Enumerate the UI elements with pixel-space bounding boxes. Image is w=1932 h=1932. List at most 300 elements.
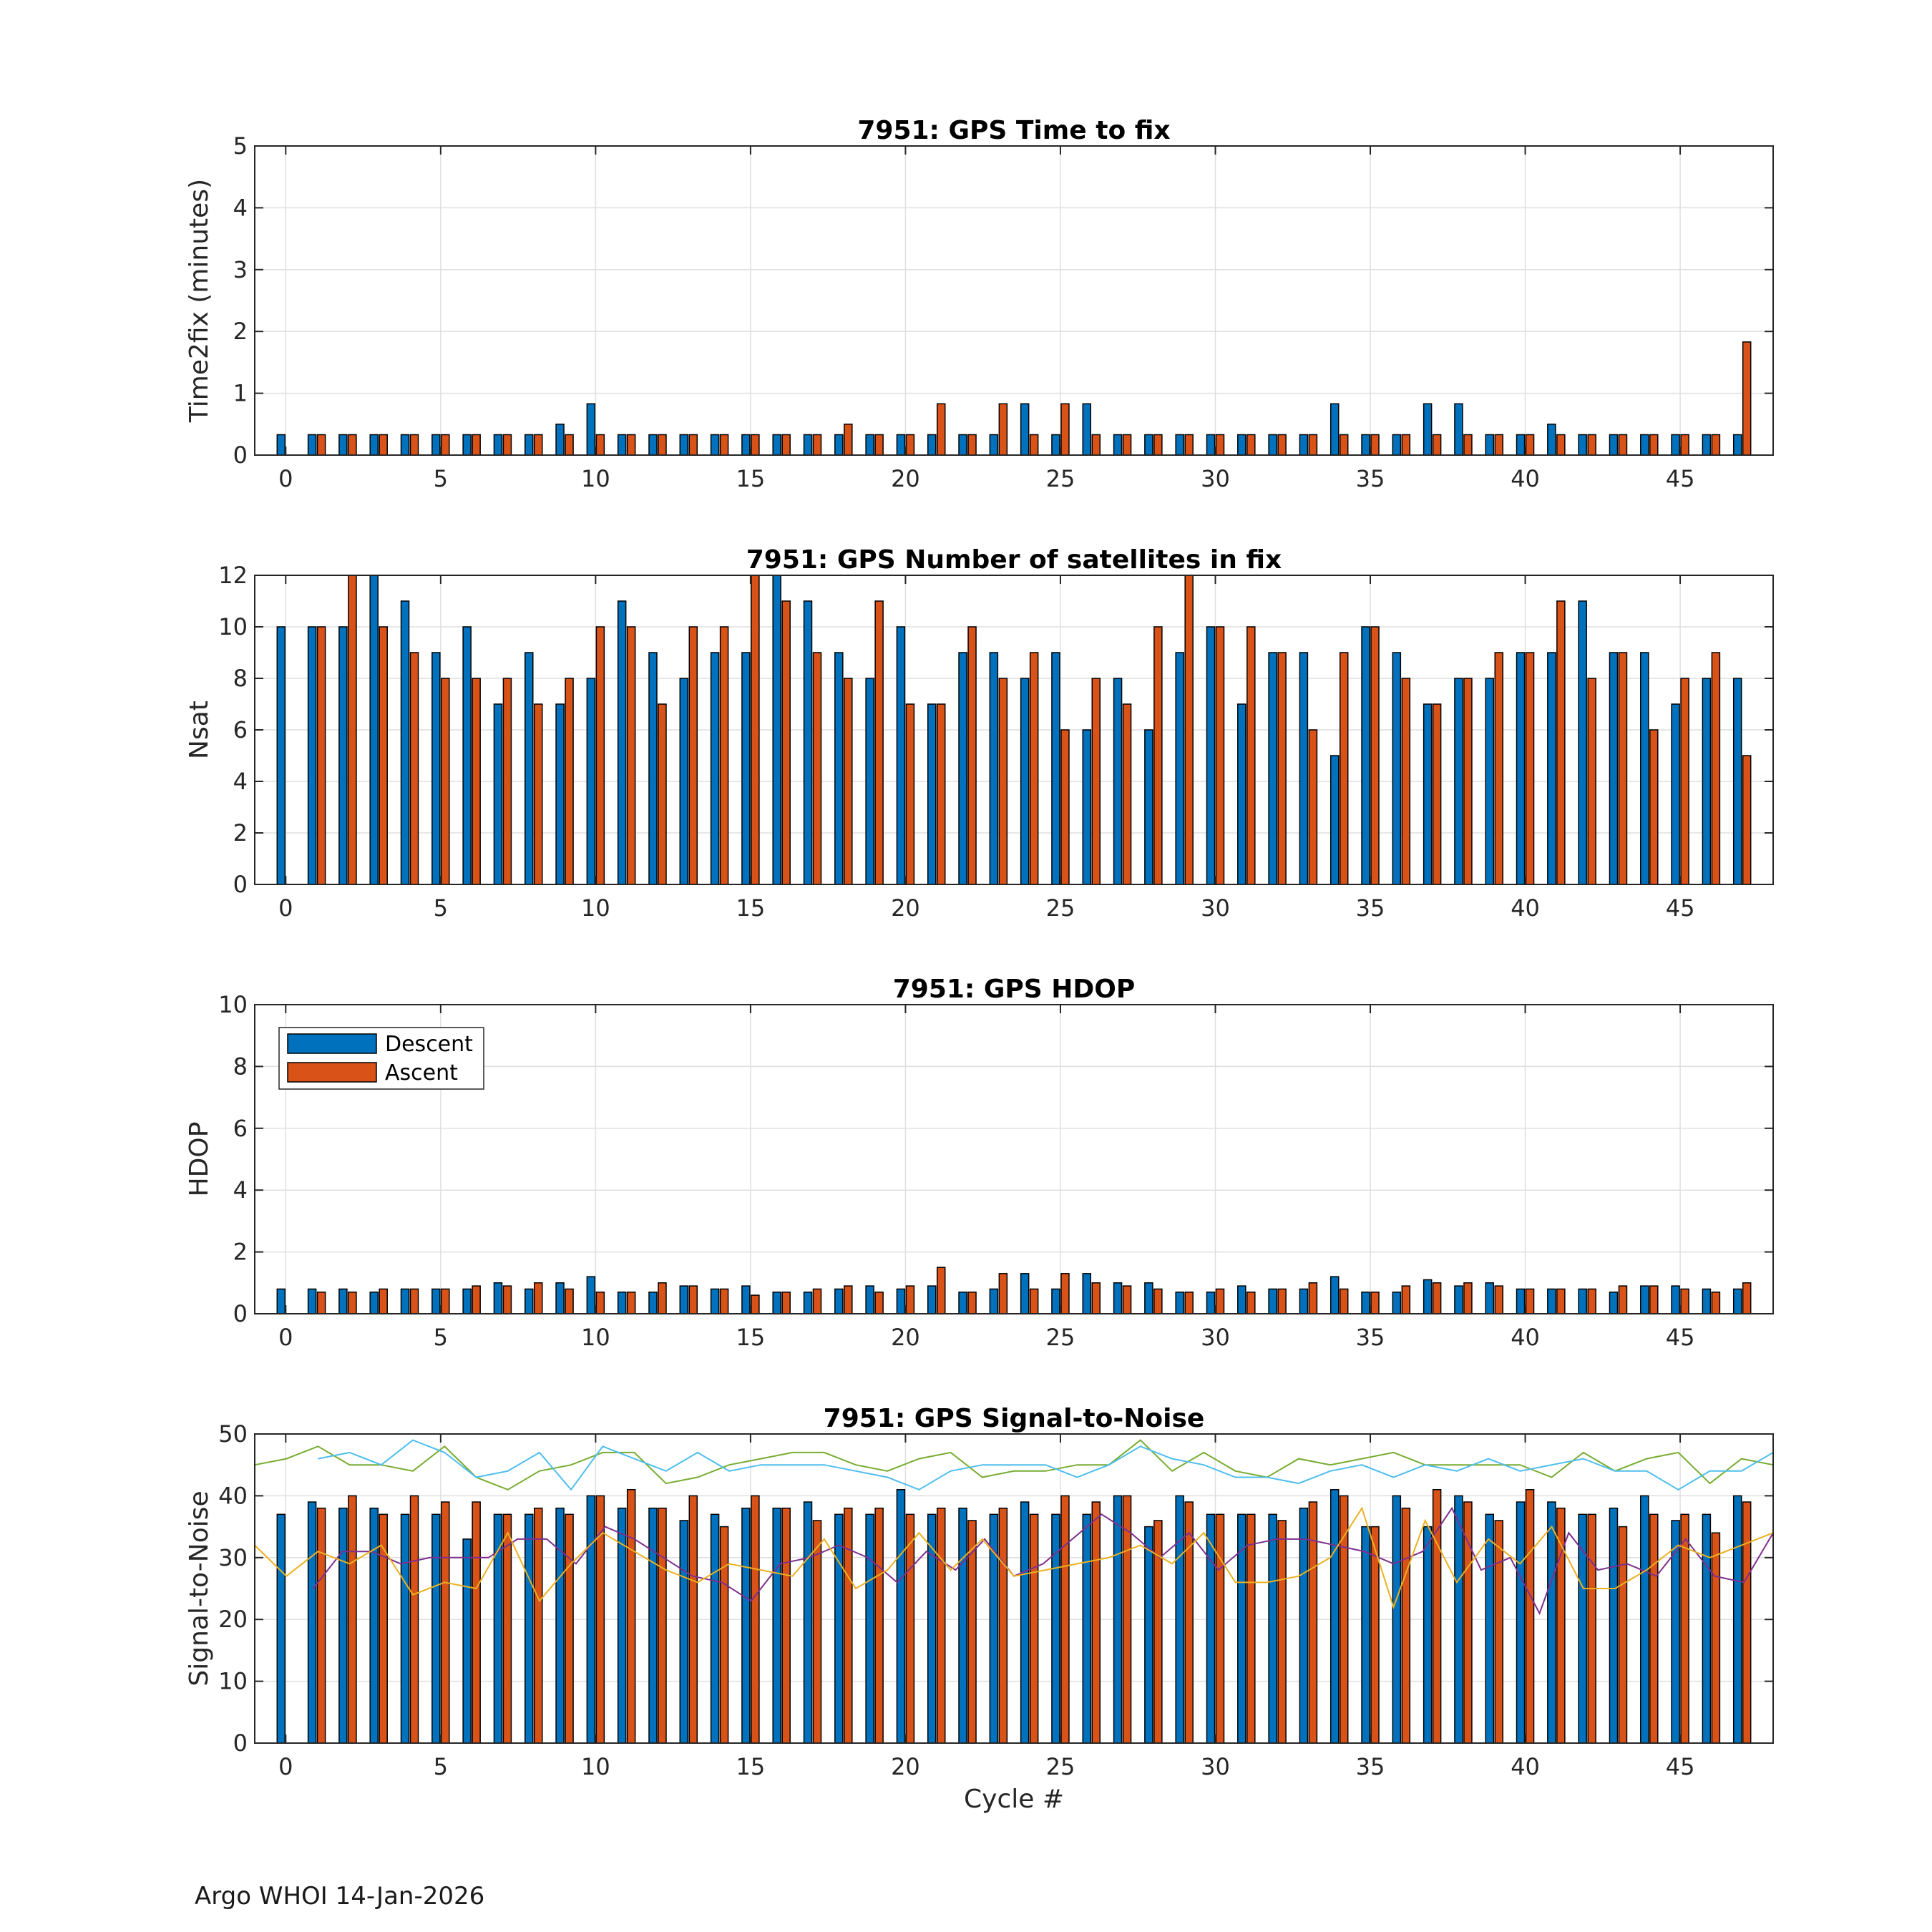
ascent-bar (472, 1502, 480, 1743)
descent-bar (1114, 434, 1122, 455)
descent-bar (587, 678, 595, 884)
ascent-bar (1557, 601, 1565, 884)
ascent-bar (1030, 1514, 1038, 1743)
descent-bar (1238, 1286, 1246, 1314)
legend (279, 1028, 484, 1089)
descent-bar (1734, 678, 1742, 884)
plot-area (255, 146, 1773, 455)
y-tick-label: 8 (233, 665, 248, 692)
descent-bar (1206, 1292, 1214, 1314)
descent-bar (1145, 434, 1153, 455)
ascent-bar (565, 1514, 573, 1743)
x-tick-label: 20 (891, 1324, 920, 1351)
x-tick-label: 40 (1511, 465, 1540, 492)
y-tick-label: 2 (233, 318, 248, 346)
descent-bar (432, 653, 440, 884)
ascent-bar (937, 1508, 945, 1743)
ascent-bar (782, 1292, 790, 1314)
descent-bar (463, 1539, 471, 1743)
ascent-bar (875, 1508, 883, 1743)
ascent-bar (1092, 1502, 1100, 1743)
ascent-bar (1247, 1514, 1255, 1743)
descent-bar (866, 1514, 874, 1743)
ascent-bar (628, 434, 635, 455)
ascent-bar (1557, 1289, 1565, 1314)
y-axis-label: Nsat (185, 701, 214, 759)
ascent-bar (596, 1292, 604, 1314)
legend-label-ascent: Ascent (385, 1060, 458, 1085)
descent-bar (1299, 434, 1307, 455)
ascent-bar (1371, 1292, 1379, 1314)
ascent-bar (1154, 627, 1162, 884)
ascent-bar (1030, 653, 1038, 884)
x-tick-label: 5 (433, 894, 449, 922)
ascent-bar (1557, 434, 1565, 455)
descent-bar (370, 1508, 378, 1743)
ascent-bar (565, 1289, 573, 1314)
descent-bar (959, 1292, 967, 1314)
ascent-bar (1123, 704, 1131, 884)
descent-bar (773, 1292, 781, 1314)
ascent-bar (721, 627, 728, 884)
ascent-bar (348, 575, 356, 884)
ascent-bar (1588, 678, 1596, 884)
x-axis-label: Cycle # (964, 1785, 1064, 1814)
descent-bar (1052, 1289, 1060, 1314)
ascent-bar (689, 434, 697, 455)
ascent-bar (875, 1292, 883, 1314)
descent-bar (680, 678, 688, 884)
descent-bar (1145, 1283, 1153, 1314)
descent-bar (1145, 1527, 1153, 1743)
descent-bar (308, 434, 316, 455)
descent-bar (711, 434, 719, 455)
ascent-bar (999, 1508, 1007, 1743)
ascent-bar (318, 434, 326, 455)
ascent-bar (1619, 434, 1626, 455)
descent-bar (1299, 1508, 1307, 1743)
descent-bar (432, 434, 440, 455)
descent-bar (463, 434, 471, 455)
descent-bar (1702, 678, 1710, 884)
ascent-bar (1495, 434, 1503, 455)
descent-bar (711, 1514, 719, 1743)
descent-bar (1455, 1496, 1463, 1743)
ascent-bar (565, 678, 573, 884)
descent-bar (1145, 730, 1153, 884)
descent-bar (1702, 1289, 1710, 1314)
x-tick-label: 15 (736, 465, 766, 492)
descent-bar (1548, 653, 1556, 884)
y-tick-label: 4 (233, 194, 248, 222)
ascent-bar (1464, 434, 1472, 455)
descent-bar (1641, 434, 1649, 455)
ascent-bar (348, 434, 356, 455)
descent-bar (1331, 404, 1339, 455)
x-tick-label: 35 (1355, 1753, 1385, 1780)
descent-bar (773, 575, 781, 884)
chart-panel-1 (185, 116, 1773, 492)
descent-bar (525, 1514, 533, 1743)
descent-bar (804, 1502, 812, 1743)
x-tick-label: 5 (433, 1753, 449, 1780)
descent-bar (866, 678, 874, 884)
y-tick-label: 3 (233, 255, 248, 283)
ascent-bar (1526, 1289, 1534, 1314)
descent-bar (370, 1292, 378, 1314)
ascent-bar (1464, 1502, 1472, 1743)
descent-bar (1392, 1292, 1400, 1314)
ascent-bar (503, 434, 511, 455)
ascent-bar (535, 704, 542, 884)
ascent-bar (751, 1496, 759, 1743)
ascent-bar (968, 434, 976, 455)
descent-bar (835, 1289, 843, 1314)
descent-bar (277, 1514, 285, 1743)
descent-bar (1269, 653, 1277, 884)
chart-title: 7951: GPS Time to fix (857, 116, 1171, 145)
descent-bar (1269, 1289, 1277, 1314)
ascent-bar (411, 1496, 419, 1743)
descent-bar (897, 434, 904, 455)
ascent-bar (1588, 1514, 1596, 1743)
ascent-bar (1278, 434, 1286, 455)
descent-bar (1579, 601, 1586, 884)
descent-bar (649, 434, 657, 455)
ascent-bar (782, 434, 790, 455)
ascent-bar (906, 704, 914, 884)
descent-bar (525, 653, 533, 884)
descent-bar (1331, 1490, 1339, 1743)
x-tick-label: 30 (1201, 1324, 1230, 1351)
descent-bar (1609, 1508, 1617, 1743)
ascent-bar (472, 1286, 480, 1314)
ascent-bar (1340, 653, 1348, 884)
descent-bar (587, 404, 595, 455)
descent-bar (1176, 1496, 1184, 1743)
descent-bar (1238, 704, 1246, 884)
y-axis-label: Time2fix (minutes) (185, 178, 214, 423)
x-tick-label: 20 (891, 465, 920, 492)
descent-bar (370, 434, 378, 455)
ascent-bar (1650, 730, 1658, 884)
ascent-bar (503, 678, 511, 884)
ascent-bar (1216, 434, 1224, 455)
descent-bar (1021, 404, 1029, 455)
ascent-bar (999, 678, 1007, 884)
descent-bar (277, 1289, 285, 1314)
ascent-bar (1495, 1521, 1503, 1743)
ascent-bar (628, 1292, 635, 1314)
descent-bar (618, 601, 626, 884)
descent-bar (742, 1286, 750, 1314)
descent-bar (1021, 1502, 1029, 1743)
descent-bar (525, 1289, 533, 1314)
ascent-bar (1340, 1289, 1348, 1314)
descent-bar (1702, 1514, 1710, 1743)
ascent-bar (1309, 434, 1317, 455)
descent-bar (494, 434, 502, 455)
descent-bar (1641, 1286, 1649, 1314)
ascent-bar (318, 1508, 326, 1743)
descent-bar (1362, 434, 1370, 455)
ascent-bar (1743, 1283, 1751, 1314)
ascent-bar (628, 627, 635, 884)
descent-bar (1206, 434, 1214, 455)
ascent-bar (1185, 434, 1193, 455)
ascent-bar (782, 1508, 790, 1743)
ascent-bar (1743, 342, 1751, 455)
footer-note: Argo WHOI 14-Jan-2026 (195, 1882, 485, 1911)
descent-bar (1083, 404, 1091, 455)
legend-swatch-descent (288, 1034, 376, 1053)
descent-bar (432, 1514, 440, 1743)
ascent-bar (596, 434, 604, 455)
descent-bar (1362, 627, 1370, 884)
descent-bar (401, 1514, 409, 1743)
descent-bar (339, 627, 347, 884)
ascent-bar (1433, 1283, 1441, 1314)
ascent-bar (1743, 756, 1751, 884)
x-tick-label: 20 (891, 894, 920, 922)
x-tick-label: 15 (736, 1324, 766, 1351)
descent-bar (556, 424, 564, 455)
ascent-bar (937, 704, 945, 884)
descent-bar (1114, 1283, 1122, 1314)
ascent-bar (441, 1289, 449, 1314)
ascent-bar (1402, 1508, 1410, 1743)
descent-bar (928, 1286, 936, 1314)
descent-bar (804, 601, 812, 884)
y-tick-label: 0 (233, 871, 248, 898)
ascent-bar (1681, 678, 1689, 884)
ascent-bar (1216, 1289, 1224, 1314)
ascent-bar (999, 404, 1007, 455)
descent-bar (1517, 1289, 1525, 1314)
descent-bar (1362, 1292, 1370, 1314)
ascent-bar (1464, 678, 1472, 884)
y-tick-label: 6 (233, 716, 248, 743)
ascent-bar (1712, 1292, 1719, 1314)
descent-bar (401, 434, 409, 455)
descent-bar (990, 1289, 997, 1314)
ascent-bar (1278, 1521, 1286, 1743)
descent-bar (1672, 434, 1679, 455)
descent-bar (339, 1289, 347, 1314)
ascent-bar (1092, 678, 1100, 884)
descent-bar (308, 1502, 316, 1743)
ascent-bar (658, 434, 666, 455)
y-tick-label: 10 (218, 613, 248, 640)
descent-bar (1548, 1502, 1556, 1743)
descent-bar (1485, 1283, 1493, 1314)
descent-bar (897, 627, 904, 884)
descent-bar (711, 653, 719, 884)
ascent-bar (1216, 627, 1224, 884)
descent-bar (804, 434, 812, 455)
ascent-bar (721, 1527, 728, 1743)
descent-bar (618, 434, 626, 455)
descent-bar (556, 1508, 564, 1743)
descent-bar (773, 434, 781, 455)
chart-panel-4 (185, 1404, 1773, 1814)
ascent-bar (844, 1286, 852, 1314)
descent-bar (587, 1277, 595, 1314)
y-tick-label: 2 (233, 1238, 248, 1266)
ascent-bar (1309, 1283, 1317, 1314)
chart-panel-3 (185, 975, 1773, 1351)
descent-bar (742, 434, 750, 455)
descent-bar (587, 1496, 595, 1743)
y-axis-label: Signal-to-Noise (185, 1491, 214, 1687)
chart-panel-2 (185, 545, 1773, 922)
ascent-bar (535, 1283, 542, 1314)
x-tick-label: 5 (433, 465, 449, 492)
x-tick-label: 25 (1045, 1753, 1075, 1780)
legend-label-descent: Descent (385, 1032, 473, 1057)
descent-bar (1052, 653, 1060, 884)
descent-bar (959, 1508, 967, 1743)
descent-bar (463, 1289, 471, 1314)
ascent-bar (1526, 653, 1534, 884)
x-tick-label: 45 (1665, 465, 1695, 492)
y-tick-label: 12 (218, 562, 248, 589)
descent-bar (897, 1490, 904, 1743)
descent-bar (1609, 434, 1617, 455)
descent-bar (1517, 434, 1525, 455)
ascent-bar (441, 678, 449, 884)
descent-bar (1238, 434, 1246, 455)
descent-bar (1269, 1514, 1277, 1743)
x-tick-label: 15 (736, 1753, 766, 1780)
descent-bar (1734, 1496, 1742, 1743)
descent-bar (1579, 1514, 1586, 1743)
ascent-bar (472, 678, 480, 884)
ascent-bar (814, 434, 821, 455)
descent-bar (1548, 424, 1556, 455)
y-tick-label: 10 (218, 991, 248, 1018)
descent-bar (277, 434, 285, 455)
descent-bar (1269, 434, 1277, 455)
ascent-bar (906, 434, 914, 455)
descent-bar (649, 653, 657, 884)
ascent-bar (875, 601, 883, 884)
ascent-bar (1650, 1514, 1658, 1743)
descent-bar (308, 1289, 316, 1314)
x-tick-label: 15 (736, 894, 766, 922)
ascent-bar (1526, 1490, 1534, 1743)
x-tick-label: 30 (1201, 1753, 1230, 1780)
descent-bar (1609, 653, 1617, 884)
ascent-bar (1309, 730, 1317, 884)
ascent-bar (1278, 653, 1286, 884)
descent-bar (1579, 1289, 1586, 1314)
ascent-bar (1247, 1292, 1255, 1314)
descent-bar (835, 653, 843, 884)
ascent-bar (1061, 1274, 1069, 1314)
descent-bar (1424, 704, 1432, 884)
y-tick-label: 10 (218, 1667, 248, 1695)
y-tick-label: 8 (233, 1053, 248, 1080)
ascent-bar (1371, 434, 1379, 455)
descent-bar (835, 434, 843, 455)
descent-bar (649, 1292, 657, 1314)
descent-bar (556, 704, 564, 884)
ascent-bar (751, 434, 759, 455)
ascent-bar (1309, 1502, 1317, 1743)
x-tick-label: 40 (1511, 1753, 1540, 1780)
descent-bar (742, 1508, 750, 1743)
descent-bar (494, 1514, 502, 1743)
descent-bar (401, 1289, 409, 1314)
x-tick-label: 20 (891, 1753, 920, 1780)
ascent-bar (1619, 1527, 1626, 1743)
descent-bar (928, 704, 936, 884)
ascent-bar (1185, 1502, 1193, 1743)
ascent-bar (1030, 434, 1038, 455)
ascent-bar (782, 601, 790, 884)
descent-bar (711, 1289, 719, 1314)
descent-bar (959, 434, 967, 455)
y-axis-label: HDOP (185, 1121, 214, 1197)
y-tick-label: 20 (218, 1606, 248, 1634)
ascent-bar (503, 1286, 511, 1314)
descent-bar (1485, 678, 1493, 884)
ascent-bar (1247, 434, 1255, 455)
descent-bar (1424, 1279, 1432, 1314)
y-tick-label: 5 (233, 132, 248, 160)
descent-bar (1702, 434, 1710, 455)
descent-bar (1609, 1292, 1617, 1314)
ascent-bar (1402, 1286, 1410, 1314)
ascent-bar (844, 424, 852, 455)
ascent-bar (1278, 1289, 1286, 1314)
ascent-bar (968, 1521, 976, 1743)
ascent-bar (1061, 404, 1069, 455)
descent-bar (1392, 1496, 1400, 1743)
descent-bar (1114, 678, 1122, 884)
descent-bar (618, 1292, 626, 1314)
chart-title: 7951: GPS HDOP (892, 975, 1136, 1004)
descent-bar (1517, 653, 1525, 884)
ascent-bar (1154, 1289, 1162, 1314)
x-tick-label: 0 (278, 1324, 293, 1351)
descent-bar (1734, 1289, 1742, 1314)
descent-bar (866, 1286, 874, 1314)
x-tick-label: 5 (433, 1324, 449, 1351)
ascent-bar (1123, 434, 1131, 455)
ascent-bar (411, 1289, 419, 1314)
descent-bar (1331, 756, 1339, 884)
descent-bar (1052, 1514, 1060, 1743)
x-tick-label: 0 (278, 1753, 293, 1780)
x-tick-label: 35 (1355, 894, 1385, 922)
ascent-bar (999, 1274, 1007, 1314)
ascent-bar (1030, 1289, 1038, 1314)
ascent-bar (937, 404, 945, 455)
figure-panels (185, 116, 1773, 1814)
descent-bar (1176, 434, 1184, 455)
ascent-bar (721, 434, 728, 455)
ascent-bar (318, 1292, 326, 1314)
ascent-bar (844, 678, 852, 884)
y-tick-label: 6 (233, 1114, 248, 1142)
x-tick-label: 35 (1355, 465, 1385, 492)
descent-bar (897, 1289, 904, 1314)
descent-bar (1424, 1527, 1432, 1743)
ascent-bar (937, 1267, 945, 1314)
x-tick-label: 40 (1511, 1324, 1540, 1351)
